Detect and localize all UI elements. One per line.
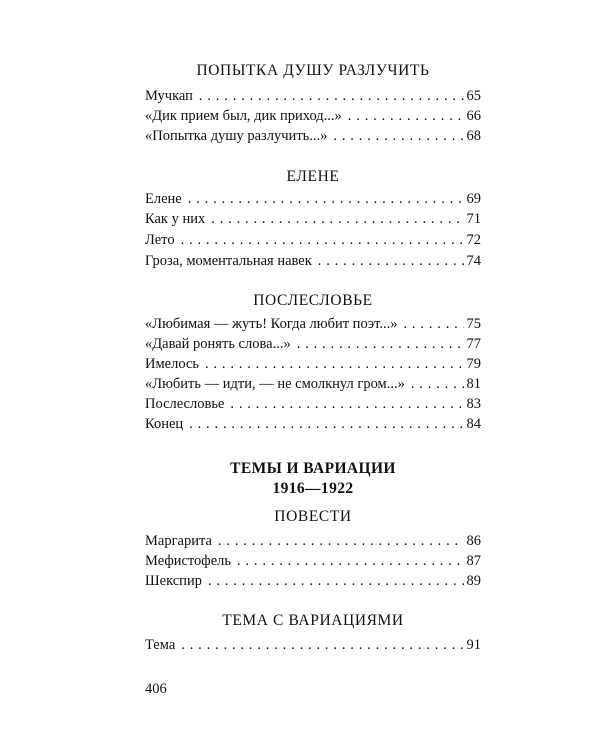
section-title: ПОПЫТКА ДУШУ РАЗЛУЧИТЬ	[196, 62, 430, 79]
toc-entry[interactable]	[145, 396, 481, 416]
dot-leader	[218, 533, 464, 550]
toc-entry[interactable]	[145, 416, 481, 436]
toc-entry[interactable]	[145, 316, 481, 336]
entry-page: 81	[466, 376, 481, 392]
entry-page: 84	[466, 416, 481, 432]
toc-entry[interactable]	[145, 637, 481, 657]
entry-page: 69	[466, 191, 481, 207]
entry-page: 71	[466, 211, 481, 227]
entry-title: Послесловье	[145, 396, 225, 412]
toc-entry[interactable]	[145, 128, 481, 148]
toc-entry[interactable]	[145, 211, 481, 231]
part-years: 1916—1922	[272, 480, 354, 497]
entry-page: 68	[466, 128, 481, 144]
dot-leader	[297, 336, 464, 353]
entry-title: «Дик прием был, дик приход...»	[145, 108, 342, 124]
entry-title: Имелось	[145, 356, 199, 372]
entry-page: 77	[466, 336, 481, 352]
entry-title: «Попытка душу разлучить...»	[145, 128, 328, 144]
entry-title: Елене	[145, 191, 182, 207]
entry-title: «Любимая — жуть! Когда любит поэт...»	[145, 316, 398, 332]
toc-entry[interactable]	[145, 356, 481, 376]
dot-leader	[188, 191, 464, 208]
entry-title: Тема	[145, 637, 176, 653]
section-title: ПОВЕСТИ	[274, 508, 352, 525]
toc-entry[interactable]	[145, 553, 481, 573]
toc-entry[interactable]	[145, 573, 481, 593]
toc-entry[interactable]	[145, 336, 481, 356]
dot-leader	[237, 553, 464, 570]
dot-leader	[403, 316, 463, 333]
dot-leader	[211, 211, 463, 228]
entry-page: 87	[466, 553, 481, 569]
dot-leader	[318, 253, 464, 270]
entry-title: Мучкап	[145, 88, 193, 104]
dot-leader	[199, 88, 464, 105]
entry-page: 83	[466, 396, 481, 412]
dot-leader	[411, 376, 464, 393]
entry-title: Шекспир	[145, 573, 202, 589]
entry-title: Как у них	[145, 211, 206, 227]
toc-entry[interactable]	[145, 533, 481, 553]
entry-title: «Любить — идти, — не смолкнул гром...»	[145, 376, 405, 392]
entry-title: «Давай ронять слова...»	[145, 336, 291, 352]
dot-leader	[189, 416, 463, 433]
toc-entry[interactable]	[145, 191, 481, 211]
part-title: ТЕМЫ И ВАРИАЦИИ	[230, 460, 396, 477]
entry-page: 72	[466, 232, 481, 248]
entry-page: 79	[466, 356, 481, 372]
toc-entry[interactable]	[145, 253, 481, 273]
entry-page: 91	[466, 637, 481, 653]
entry-title: Лето	[145, 232, 175, 248]
toc-entry[interactable]	[145, 232, 481, 252]
dot-leader	[348, 108, 464, 125]
entry-page: 65	[466, 88, 481, 104]
page-number: 406	[145, 681, 167, 697]
dot-leader	[205, 356, 464, 373]
entry-title: Конец	[145, 416, 184, 432]
entry-title: Мефистофель	[145, 553, 231, 569]
toc-entry[interactable]	[145, 376, 481, 396]
toc-entry[interactable]	[145, 88, 481, 108]
dot-leader	[333, 128, 463, 145]
dot-leader	[208, 573, 464, 590]
toc-entry[interactable]	[145, 108, 481, 128]
section-title: ЕЛЕНЕ	[286, 168, 340, 185]
dot-leader	[181, 232, 464, 249]
entry-page: 66	[466, 108, 481, 124]
entry-page: 89	[466, 573, 481, 589]
section-title: ПОСЛЕСЛОВЬЕ	[253, 292, 373, 309]
entry-page: 75	[466, 316, 481, 332]
entry-page: 74	[466, 253, 481, 269]
dot-leader	[181, 637, 463, 654]
entry-title: Маргарита	[145, 533, 212, 549]
section-title: ТЕМА С ВАРИАЦИЯМИ	[222, 612, 404, 629]
dot-leader	[230, 396, 463, 413]
entry-title: Гроза, моментальная навек	[145, 253, 312, 269]
entry-page: 86	[466, 533, 481, 549]
